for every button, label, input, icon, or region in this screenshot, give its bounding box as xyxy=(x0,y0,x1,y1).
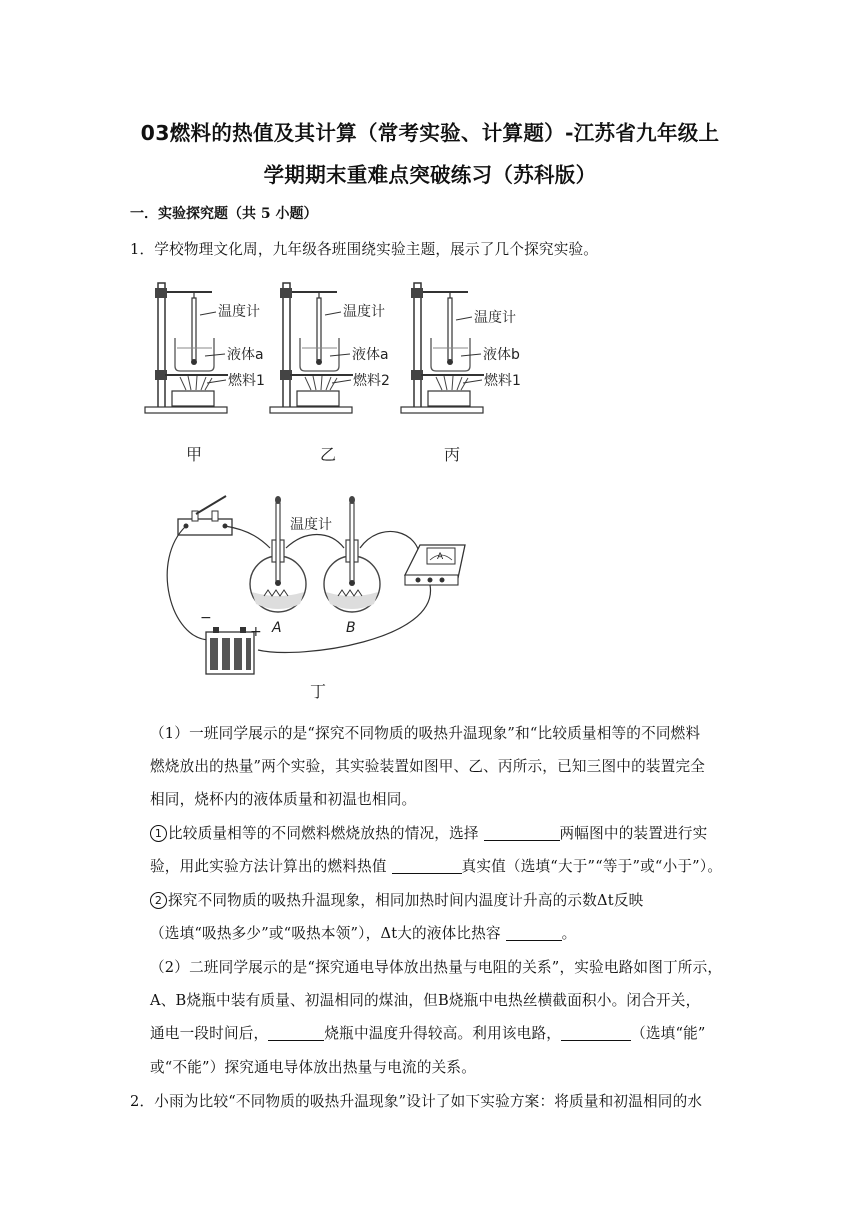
part-1-line-1: （1）一班同学展示的是“探究不同物质的吸热升温现象”和“比较质量相等的不同燃料 xyxy=(150,725,701,742)
apparatus-bing xyxy=(401,283,521,413)
part-2-line-1: （2）二班同学展示的是“探究通电导体放出热量与电阻的关系”，实验电路如图丁所示， xyxy=(150,959,723,976)
section-heading: 一．实验探究题（共 5 小题） xyxy=(130,206,318,222)
part-2-line-3 xyxy=(150,1022,706,1043)
answer-blank-3[interactable] xyxy=(506,925,562,941)
answer-blank-1[interactable] xyxy=(484,825,560,841)
caption-ding: 丁 xyxy=(310,682,327,701)
thermometer-label-yi: 温度计 xyxy=(343,304,385,320)
question-2-stem: 2．小雨为比较“不同物质的吸热升温现象”设计了如下实验方案：将质量和初温相同的水 xyxy=(130,1093,703,1110)
subq-2-line-2 xyxy=(150,922,576,943)
subq-1-text-b: 两幅图中的装置进行实 xyxy=(559,825,708,842)
part-2-text-b: 烧瓶中温度升得较高。利用该电路， xyxy=(324,1025,562,1042)
subq-2-text-b: （选填“吸热多少”或“吸热本领”），Δt大的液体比热容 xyxy=(150,925,506,942)
battery-plus-sign: + xyxy=(250,624,262,640)
ammeter-label: A xyxy=(437,552,444,562)
flask-b-label: B xyxy=(346,620,356,636)
subq-1-text-c: 验，用此实验方法计算出的燃料热值 xyxy=(150,858,392,875)
document-title-line-2: 学期期末重难点突破练习（苏科版） xyxy=(263,163,597,187)
liquid-label-bing: 液体b xyxy=(483,347,520,363)
thermometer-label-ding: 温度计 xyxy=(290,517,332,533)
subq-1-text-a: 比较质量相等的不同燃料燃烧放热的情况，选择 xyxy=(168,825,484,842)
answer-blank-2[interactable] xyxy=(392,858,462,874)
part-1-line-3: 相同，烧杯内的液体质量和初温也相同。 xyxy=(150,791,417,808)
apparatus-yi xyxy=(270,283,390,413)
fuel-label-yi: 燃料2 xyxy=(353,373,390,389)
subq-1-text-d: 真实值（选填“大于”“等于”或“小于”）。 xyxy=(461,858,723,875)
subq-1-line-1 xyxy=(150,822,707,843)
answer-blank-4[interactable] xyxy=(268,1025,324,1041)
caption-yi: 乙 xyxy=(320,445,337,464)
subq-2-text-c: 。 xyxy=(561,925,577,942)
thermometer-label-bing: 温度计 xyxy=(474,310,516,326)
apparatus-jia xyxy=(145,283,265,413)
subq-1-number: 1 xyxy=(150,825,167,842)
part-2-line-2: A、B烧瓶中装有质量、初温相同的煤油，但B烧瓶中电热丝横截面积小。闭合开关， xyxy=(150,992,701,1009)
subq-2-line-1 xyxy=(150,889,643,910)
liquid-label-jia: 液体a xyxy=(227,347,264,363)
subq-1-line-2 xyxy=(150,855,722,876)
document-title-line-1: 03燃料的热值及其计算（常考实验、计算题）-江苏省九年级上 xyxy=(140,121,720,145)
fuel-label-jia: 燃料1 xyxy=(228,373,265,389)
part-2-line-4: 或“不能”）探究通电导体放出热量与电流的关系。 xyxy=(150,1059,476,1076)
caption-jia: 甲 xyxy=(186,445,203,464)
circuit-ding xyxy=(167,496,465,674)
part-2-text-a: 通电一段时间后， xyxy=(150,1025,269,1042)
battery-minus-sign: − xyxy=(200,610,212,626)
part-2-text-c: （选填“能” xyxy=(631,1025,706,1042)
subq-2-number: 2 xyxy=(150,892,167,909)
flask-a-label: A xyxy=(272,620,282,636)
subq-2-text-a: 探究不同物质的吸热升温现象，相同加热时间内温度计升高的示数Δt反映 xyxy=(168,892,644,909)
thermometer-label-jia: 温度计 xyxy=(218,304,260,320)
caption-bing: 丙 xyxy=(444,445,461,464)
answer-blank-5[interactable] xyxy=(561,1025,631,1041)
fuel-label-bing: 燃料1 xyxy=(484,373,521,389)
question-1-stem: 1．学校物理文化周，九年级各班围绕实验主题，展示了几个探究实验。 xyxy=(130,241,599,258)
part-1-line-2: 燃烧放出的热量”两个实验，其实验装置如图甲、乙、丙所示，已知三图中的装置完全 xyxy=(150,758,706,775)
liquid-label-yi: 液体a xyxy=(352,347,389,363)
